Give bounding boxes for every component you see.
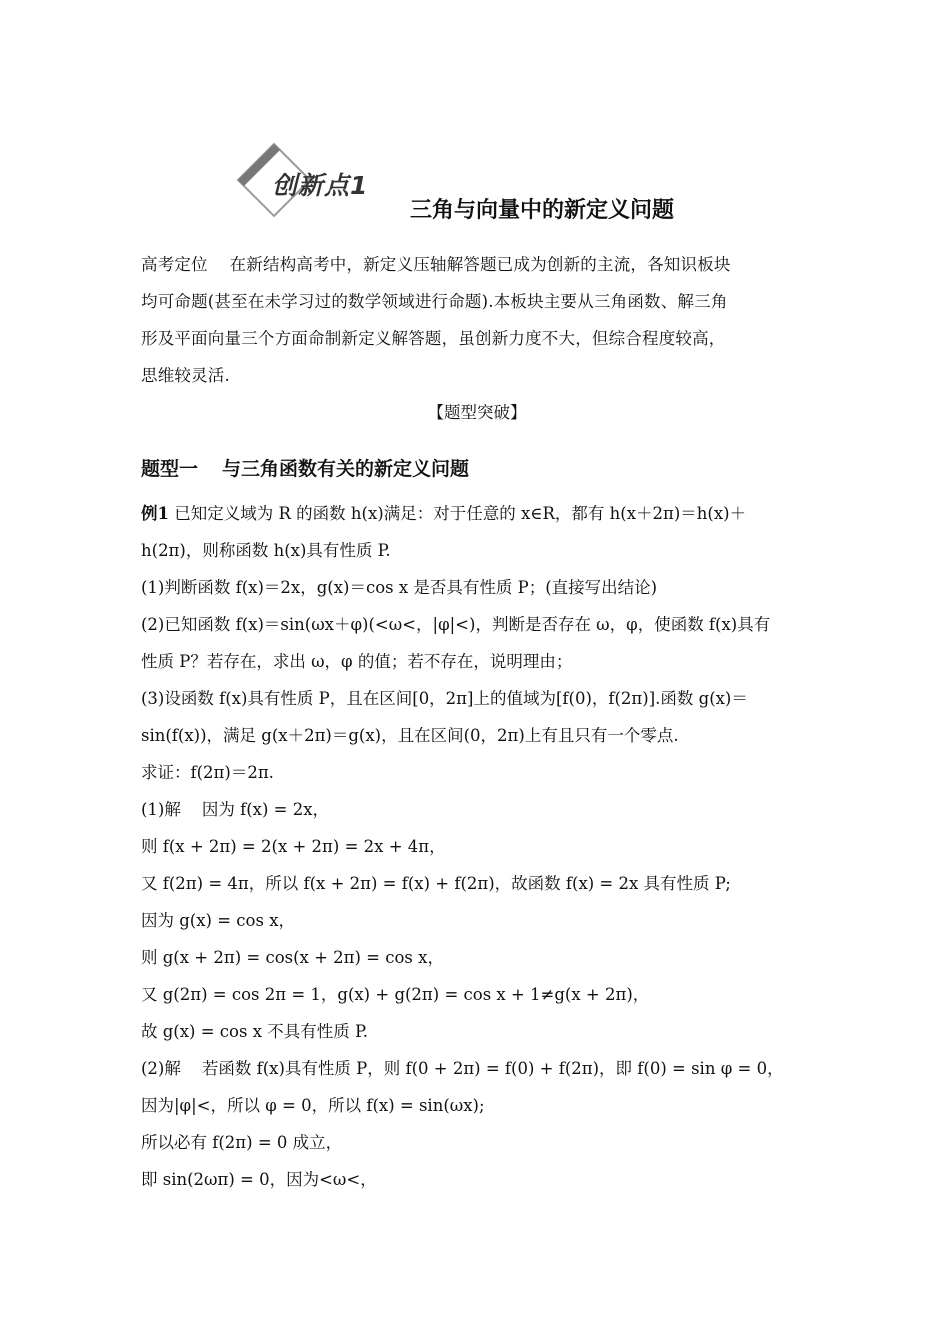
type-heading-text: 与三角函数有关的新定义问题 <box>222 458 470 480</box>
section-badge <box>232 140 412 222</box>
example-line-5: 性质 P？若存在，求出 ω，φ 的值；若不存在，说明理由； <box>141 652 573 671</box>
solution-1-line-5: 则 g(x + 2π) = cos(x + 2π) = cos x， <box>141 948 444 967</box>
example-line-2: h(2π)，则称函数 h(x)具有性质 P. <box>141 541 391 560</box>
example-line-8: 求证：f(2π)＝2π. <box>141 763 274 782</box>
solution-1-line-4: 因为 g(x) = cos x， <box>141 911 295 930</box>
example-line-6: (3)设函数 f(x)具有性质 P，且在区间[0，2π]上的值域为[f(0)，f(2π)].函数 g(x)＝ <box>141 689 748 708</box>
solution-1-line-3: 又 f(2π) = 4π，所以 f(x + 2π) = f(x) + f(2π)，故函数 f(x) = 2x 具有性质 P; <box>141 874 731 893</box>
page-title: 三角与向量中的新定义问题 <box>410 198 675 223</box>
intro-lead: 高考定位 <box>141 255 208 274</box>
example-label: 例1 <box>141 504 169 523</box>
document-body <box>141 246 813 1198</box>
intro-line-3: 形及平面向量三个方面命制新定义解答题，虽创新力度不大，但综合程度较高， <box>141 329 726 348</box>
example-line-4: (2)已知函数 f(x)＝sin(ωx＋φ)(<ω<，|φ|<)，判断是否存在 ω，φ，使函数 f(x)具有 <box>141 615 771 634</box>
solution-2-line-3: 所以必有 f(2π) = 0 成立， <box>141 1133 343 1152</box>
type-heading-label: 题型一 <box>141 458 199 480</box>
type-heading <box>141 449 813 489</box>
badge-label: 创新点1 <box>272 171 369 200</box>
solution-2-line-4: 即 sin(2ωπ) = 0，因为<ω<， <box>141 1170 377 1189</box>
solution-1-label: (1)解 <box>141 800 181 819</box>
solution-1-line-7: 故 g(x) = cos x 不具有性质 P. <box>141 1022 368 1041</box>
section-tag: 【题型突破】 <box>427 403 527 422</box>
solution-1-line-1: (1)解 因为 f(x) = 2x， <box>141 800 330 819</box>
example-line-3: (1)判断函数 f(x)＝2x，g(x)＝cos x 是否具有性质 P；(直接写出结论) <box>141 578 658 597</box>
intro-line-1: 高考定位 在新结构高考中，新定义压轴解答题已成为创新的主流，各知识板块 <box>141 255 731 274</box>
intro-line-4: 思维较灵活. <box>141 366 230 385</box>
solution-1-line-6: 又 g(2π) = cos 2π = 1，g(x) + g(2π) = cos x + 1≠g(x + 2π)， <box>141 985 650 1004</box>
solution-2-line-2: 因为|φ|<，所以 φ = 0，所以 f(x) = sin(ωx); <box>141 1096 485 1115</box>
intro-line-2: 均可命题(甚至在未学习过的数学领域进行命题).本板块主要从三角函数、解三角 <box>141 292 728 311</box>
solution-2-label: (2)解 <box>141 1059 181 1078</box>
example-line-1: 例1 已知定义域为 R 的函数 h(x)满足：对于任意的 x∈R，都有 h(x＋2π)＝h(x)＋ <box>141 504 747 523</box>
solution-1-line-2: 则 f(x + 2π) = 2(x + 2π) = 2x + 4π， <box>141 837 446 856</box>
example-line-7: sin(f(x))，满足 g(x＋2π)＝g(x)，且在区间(0，2π)上有且只有一个零点. <box>141 726 679 745</box>
solution-2-line-1: (2)解 若函数 f(x)具有性质 P，则 f(0 + 2π) = f(0) + f(2π)，即 f(0) = sin φ = 0， <box>141 1059 784 1078</box>
